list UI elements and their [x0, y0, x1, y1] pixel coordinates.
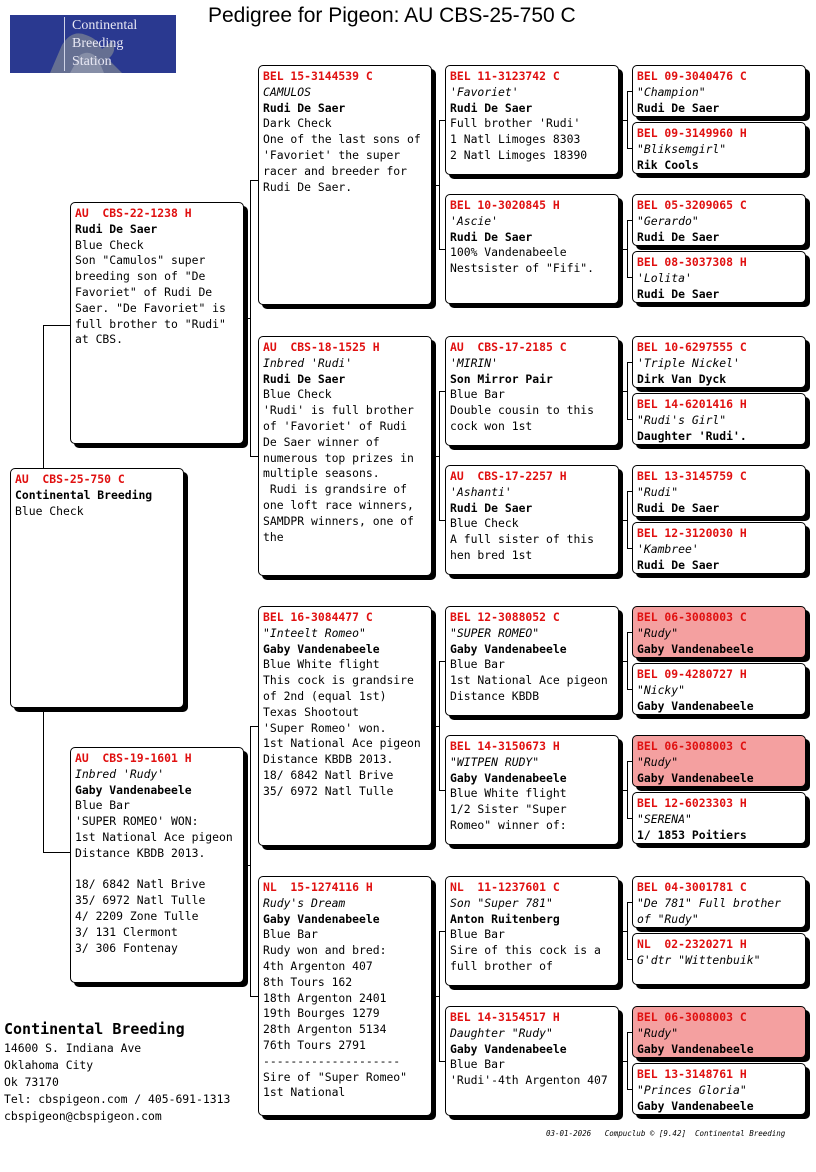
- owner: Rudi De Saer: [263, 100, 346, 115]
- connector-line: [250, 996, 258, 997]
- great-grandparent-card[interactable]: [445, 65, 619, 175]
- pigeon-name: CAMULOS: [263, 84, 312, 99]
- owner: Rudi De Saer: [637, 229, 720, 244]
- owner: Gaby Vandenabeele: [637, 770, 754, 785]
- band-number: BEL 05-3209065 C: [637, 198, 747, 212]
- band-number: BEL 16-3084477 C: [263, 610, 373, 624]
- description: Blue White flight This cock is grandsire of 2nd (equal 1st) Texas Shootout 'Super Romeo' won. 1st National Ace pigeon Distance KBDB 2013. 18/ 6842 Natl Brive 35/ 6972 Natl Tulle: [263, 657, 421, 798]
- connector-line: [43, 325, 70, 326]
- ancestor-card[interactable]: [632, 933, 806, 985]
- connector-line: [627, 91, 628, 148]
- connector-line: [627, 902, 628, 959]
- owner: Gaby Vandenabeele: [450, 641, 567, 656]
- pigeon-name: 'Ascie': [450, 213, 499, 228]
- pigeon-name: 'Triple Nickel': [637, 355, 740, 370]
- owner: Gaby Vandenabeele: [637, 698, 754, 713]
- band-number: BEL 14-3154517 H: [450, 1010, 560, 1024]
- connector-line: [627, 632, 628, 689]
- band-number: BEL 06-3008003 C: [637, 739, 747, 753]
- owner: Rudi De Saer: [637, 286, 720, 301]
- pigeon-name: Inbred 'Rudi': [263, 355, 353, 370]
- pigeon-name: [637, 896, 801, 928]
- pigeon-name: Son "Super 781": [450, 895, 553, 910]
- owner: Gaby Vandenabeele: [450, 1041, 567, 1056]
- owner: Rudi De Saer: [637, 500, 720, 515]
- connector-line: [250, 456, 258, 457]
- band-number: NL 15-1274116 H: [263, 880, 373, 894]
- logo-line-1: Continental: [72, 18, 138, 33]
- band-number: BEL 09-3040476 C: [637, 69, 747, 83]
- description: Blue Bar 'Rudi'-4th Argenton 407: [450, 1057, 608, 1088]
- pigeon-name: "SUPER ROMEO": [450, 625, 540, 640]
- breeder-name: Continental Breeding: [4, 1020, 185, 1038]
- pigeon-name: "Nicky": [637, 682, 686, 697]
- great-grandparent-card[interactable]: [445, 465, 619, 575]
- pigeon-name: Inbred 'Rudy': [75, 766, 165, 781]
- connector-line: [250, 726, 258, 727]
- connector-line: [621, 790, 627, 791]
- band-number: BEL 12-3088052 C: [450, 610, 560, 624]
- contact-line[interactable]: Tel: cbspigeon.com / 405-691-1313: [4, 1092, 231, 1106]
- great-grandparent-card[interactable]: [445, 606, 619, 716]
- pigeon-name: 'MIRIN': [450, 355, 499, 370]
- description: 100% Vandenabeele Nestsister of "Fifi".: [450, 245, 595, 276]
- connector-line: [250, 726, 251, 996]
- connector-line: [621, 520, 627, 521]
- band-number: BEL 06-3008003 C: [637, 610, 747, 624]
- grandparent-card[interactable]: [258, 65, 432, 305]
- connector-line: [621, 661, 627, 662]
- owner: Continental Breeding: [15, 487, 153, 502]
- owner: Rudi De Saer: [75, 221, 158, 236]
- ancestor-card[interactable]: [632, 122, 806, 174]
- address-line: Ok 73170: [4, 1075, 59, 1089]
- band-number: BEL 14-3150673 H: [450, 739, 560, 753]
- owner: Rudi De Saer: [263, 371, 346, 386]
- owner: Gaby Vandenabeele: [637, 1098, 754, 1113]
- owner: Gaby Vandenabeele: [263, 641, 380, 656]
- connector-line: [439, 661, 440, 790]
- ancestor-card[interactable]: [632, 876, 806, 928]
- ancestor-card[interactable]: [632, 336, 806, 388]
- owner: Gaby Vandenabeele: [637, 1041, 754, 1056]
- pigeon-name: G'dtr "Wittenbuik": [637, 952, 761, 967]
- connector-line: [433, 996, 439, 997]
- band-number: AU CBS-17-2257 H: [450, 469, 567, 483]
- connector-line: [627, 362, 628, 419]
- description: Blue Bar 'SUPER ROMEO' WON: 1st National Ace pigeon Distance KBDB 2013. 18/ 6842 Natl Brive 35/ 6972 Natl Tulle 4/ 2209 Zone Tulle 3/ 131 Clermont 3/ 306 Fontenay: [75, 798, 233, 955]
- ancestor-card[interactable]: [632, 393, 806, 445]
- connector-line: [43, 712, 44, 852]
- ancestor-card[interactable]: [632, 65, 806, 117]
- print-credit: 03-01-2026 Compuclub © [9.42] Continental Breeding: [546, 1129, 786, 1138]
- connector-line: [627, 761, 628, 818]
- pigeon-name: "Champion": [637, 84, 706, 99]
- connector-line: [627, 220, 628, 277]
- band-number: BEL 13-3145759 C: [637, 469, 747, 483]
- dam-card[interactable]: [70, 747, 244, 983]
- address-line: Oklahoma City: [4, 1058, 94, 1072]
- connector-line: [43, 325, 44, 468]
- grandparent-card[interactable]: [258, 336, 432, 576]
- band-number: BEL 13-3148761 H: [637, 1067, 747, 1081]
- ancestor-card-highlighted[interactable]: [632, 1006, 806, 1058]
- connector-line: [621, 120, 627, 121]
- connector-line: [43, 852, 70, 853]
- band-number: BEL 08-3037308 H: [637, 255, 747, 269]
- band-number: BEL 12-3120030 H: [637, 526, 747, 540]
- description: Blue Bar 1st National Ace pigeon Distance KBDB: [450, 657, 608, 703]
- description: Blue Bar Rudy won and bred: 4th Argenton 407 8th Tours 162 18th Argenton 2401 19th Bourges 1279 28th Argenton 5134 76th Tours 2791 -------------------- Sire of "Super Romeo" 1st National: [263, 927, 408, 1100]
- grandparent-card[interactable]: [258, 606, 432, 846]
- description: Blue Bar Sire of this cock is a full brother of: [450, 927, 601, 973]
- owner: Dirk Van Dyck: [637, 371, 727, 386]
- connector-line: [621, 391, 627, 392]
- connector-line: [627, 491, 628, 548]
- owner: Rudi De Saer: [637, 100, 720, 115]
- ancestor-card[interactable]: [632, 465, 806, 517]
- grandparent-card[interactable]: [258, 876, 432, 1116]
- band-number: AU CBS-22-1238 H: [75, 206, 192, 220]
- pigeon-name: "Rudi's Girl": [637, 412, 727, 427]
- pigeon-name-italic: "De 781" Full brother of "Rudy": [637, 895, 782, 926]
- band-number: NL 11-1237601 C: [450, 880, 560, 894]
- owner: Rudi De Saer: [450, 100, 533, 115]
- sire-card[interactable]: [70, 202, 244, 444]
- great-grandparent-card[interactable]: [445, 876, 619, 986]
- great-grandparent-card[interactable]: [445, 735, 619, 845]
- great-grandparent-card[interactable]: [445, 336, 619, 446]
- description: Blue Bar Double cousin to this cock won 1st: [450, 387, 595, 433]
- connector-line: [621, 931, 627, 932]
- pigeon-name: "Rudy": [637, 1025, 679, 1040]
- owner: Gaby Vandenabeele: [637, 641, 754, 656]
- ancestor-card[interactable]: [632, 792, 806, 844]
- band-number: BEL 12-6023303 H: [637, 796, 747, 810]
- pigeon-name: Rudy's Dream: [263, 895, 346, 910]
- band-number: BEL 15-3144539 C: [263, 69, 373, 83]
- great-grandparent-card[interactable]: [445, 194, 619, 304]
- ancestor-card[interactable]: [632, 663, 806, 715]
- connector-line: [244, 318, 250, 319]
- band-number: BEL 09-4280727 H: [637, 667, 747, 681]
- connector-line: [439, 120, 440, 249]
- connector-line: [627, 1032, 628, 1089]
- connector-line: [439, 931, 440, 1061]
- pigeon-name: 'Favoriet': [450, 84, 519, 99]
- owner: Son Mirror Pair: [450, 371, 553, 386]
- owner: Gaby Vandenabeele: [75, 782, 192, 797]
- connector-line: [244, 865, 250, 866]
- owner: Gaby Vandenabeele: [450, 770, 567, 785]
- ancestor-card[interactable]: [632, 251, 806, 303]
- page-title: Pedigree for Pigeon: AU CBS-25-750 C: [208, 4, 576, 27]
- owner: Rudi De Saer: [450, 500, 533, 515]
- logo: [10, 15, 176, 73]
- logo-line-3: Station: [72, 54, 112, 69]
- ancestor-card[interactable]: [632, 1063, 806, 1115]
- band-number: BEL 10-6297555 C: [637, 340, 747, 354]
- band-number: NL 02-2320271 H: [637, 937, 747, 951]
- band-number: BEL 11-3123742 C: [450, 69, 560, 83]
- connector-line: [433, 456, 439, 457]
- description: Blue White flight 1/2 Sister "Super Romeo" winner of:: [450, 786, 567, 832]
- pigeon-name: 'Kambree': [637, 541, 699, 556]
- ancestor-card[interactable]: [632, 522, 806, 574]
- description: Full brother 'Rudi' 1 Natl Limoges 8303 2 Natl Limoges 18390: [450, 116, 588, 162]
- address-line: 14600 S. Indiana Ave: [4, 1041, 142, 1055]
- owner: Daughter 'Rudi'.: [637, 428, 747, 443]
- connector-line: [433, 726, 439, 727]
- band-number: AU CBS-17-2185 C: [450, 340, 567, 354]
- band-number: BEL 14-6201416 H: [637, 397, 747, 411]
- pigeon-name: "SERENA": [637, 811, 692, 826]
- owner: Rik Cools: [637, 157, 699, 172]
- logo-line-2: Breeding: [72, 36, 124, 51]
- description: Blue Check Son "Camulos" super breeding son of "De Favoriet" of Rudi De Saer. "De Favoriet" is full brother to "Rudi" at CBS.: [75, 237, 226, 347]
- band-number: BEL 10-3020845 H: [450, 198, 560, 212]
- band-number: AU CBS-18-1525 H: [263, 340, 380, 354]
- subject-card[interactable]: [10, 468, 184, 708]
- ancestor-card-highlighted[interactable]: [632, 606, 806, 658]
- pigeon-name: "Princes Gloria": [637, 1082, 747, 1097]
- description: Blue Check A full sister of this hen bred 1st: [450, 516, 595, 562]
- owner: Rudi De Saer: [450, 229, 533, 244]
- band-number: BEL 06-3008003 C: [637, 1010, 747, 1024]
- band-number: BEL 04-3001781 C: [637, 880, 747, 894]
- band-number: AU CBS-19-1601 H: [75, 751, 192, 765]
- pigeon-name: Daughter "Rudy": [450, 1025, 553, 1040]
- pigeon-name: 'Lolita': [637, 270, 692, 285]
- pigeon-name: "Bliksemgirl": [637, 141, 727, 156]
- email-link[interactable]: cbspigeon@cbspigeon.com: [4, 1109, 162, 1123]
- pigeon-name: "Inteelt Romeo": [263, 625, 366, 640]
- pigeon-name: "Rudi": [637, 484, 679, 499]
- connector-line: [250, 180, 258, 181]
- description: Blue Check: [15, 503, 84, 518]
- ancestor-card-highlighted[interactable]: [632, 735, 806, 787]
- owner: Gaby Vandenabeele: [263, 911, 380, 926]
- band-number: AU CBS-25-750 C: [15, 472, 125, 486]
- description: Blue Check 'Rudi' is full brother of 'Favoriet' of Rudi De Saer winner of numerous top prizes in multiple seasons. Rudi is grandsire of one loft race winners, SAMDPR winners, one of the: [263, 387, 414, 544]
- owner: 1/ 1853 Poitiers: [637, 827, 747, 842]
- owner: Rudi De Saer: [637, 557, 720, 572]
- ancestor-card[interactable]: [632, 194, 806, 246]
- band-number: BEL 09-3149960 H: [637, 126, 747, 140]
- connector-line: [621, 249, 627, 250]
- pigeon-name: 'Ashanti': [450, 484, 512, 499]
- connector-line: [439, 391, 440, 520]
- owner: Anton Ruitenberg: [450, 911, 560, 926]
- pigeon-name: "Gerardo": [637, 213, 699, 228]
- pigeon-name: "WITPEN RUDY": [450, 754, 540, 769]
- connector-line: [621, 1061, 627, 1062]
- breeder-contact: [4, 1018, 230, 1125]
- description: Dark Check One of the last sons of 'Favoriet' the super racer and breeder for Rudi De Saer.: [263, 116, 421, 194]
- pigeon-name: "Rudy": [637, 754, 679, 769]
- connector-line: [433, 185, 439, 186]
- pigeon-name: "Rudy": [637, 625, 679, 640]
- connector-line: [250, 180, 251, 456]
- great-grandparent-card[interactable]: [445, 1006, 619, 1116]
